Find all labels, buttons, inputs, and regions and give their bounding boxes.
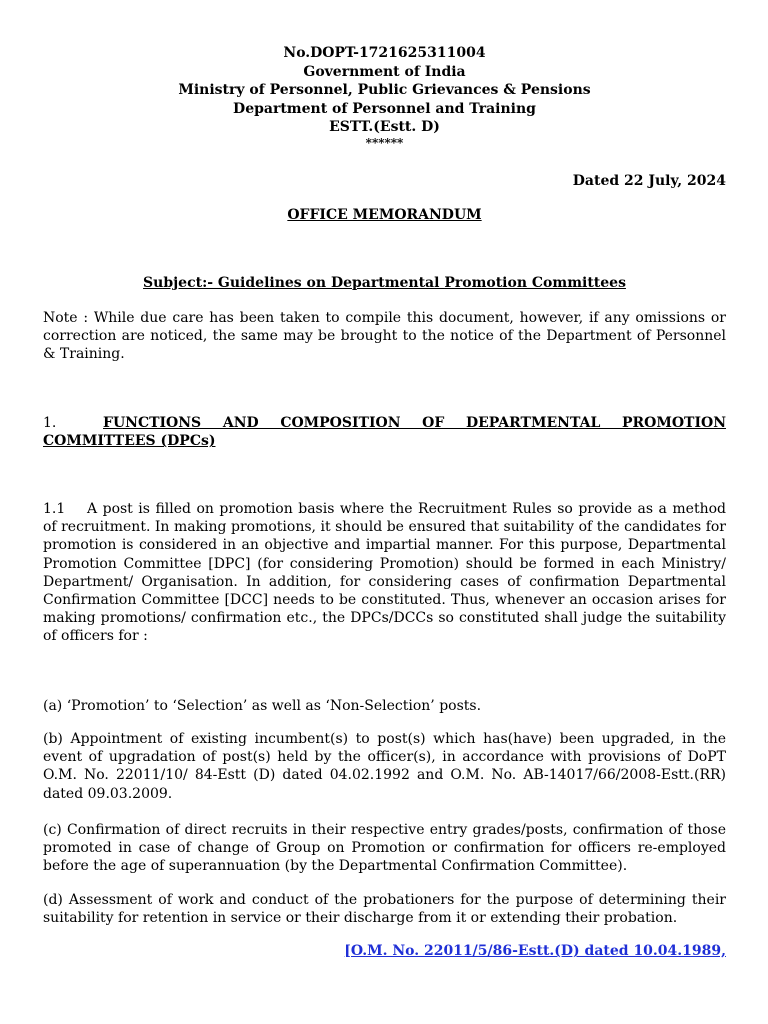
department-name: Department of Personnel and Training (233, 100, 536, 117)
document-number: No.DOPT-1721625311004 (283, 45, 486, 61)
government-name: Government of India (303, 63, 466, 80)
list-item-b: (b) Appointment of existing incumbent(s) to post(s) which has(have) been upgraded, in the event of upgradation of post(s) held by the officer(s), in accordance with provisions of DoPT O.M. No. 22011/10/ 84-Estt (D) dated 04.02.1992 and O.M. No. AB-14017/66/2008-Estt.(RR) dated 09.03.2009. (43, 731, 726, 802)
section-number: 1. (43, 415, 57, 431)
list-item-d: (d) Assessment of work and conduct of the probationers for the purpose of determining their suitability for retention in service or their discharge from it or extending their probation. (43, 892, 726, 927)
paragraph-1-1 (43, 500, 726, 646)
section-title: FUNCTIONS AND COMPOSITION OF DEPARTMENTAL PROMOTION COMMITTEES (DPCs) (43, 415, 726, 450)
subject-line: Subject:- Guidelines on Departmental Promotion Committees (143, 275, 626, 291)
section-1-heading (43, 414, 726, 450)
date-line: Dated 22 July, 2024 (572, 173, 726, 189)
list-item-a: (a) ‘Promotion’ to ‘Selection’ as well as ‘Non-Selection’ posts. (43, 698, 482, 714)
note-paragraph: Note : While due care has been taken to compile this document, however, if any omissions or correction are noticed, the same may be brought to the notice of the Department of Personnel & Training. (43, 310, 726, 363)
paragraph-number: 1.1 (43, 501, 66, 517)
paragraph-text: A post is filled on promotion basis where the Recruitment Rules so provide as a method of recruitment. In making promotions, it should be ensured that suitability of the candidates for promotion is considered in an objective and impartial manner. For this purpose, Departmental Promotion Committee [DPC] (for considering Promotion) should be formed in each Ministry/ Department/ Organisation. In addition, for considering cases of confirmation Departmental Confirmation Committee [DCC] needs to be constituted. Thus, whenever an occasion arises for making promotions/ confirmation etc., the DPCs/DCCs so constituted shall judge the suitability of officers for : (43, 501, 726, 645)
section-name: ESTT.(Estt. D) (329, 119, 440, 135)
memo-title: OFFICE MEMORANDUM (287, 207, 482, 223)
letterhead (43, 44, 726, 149)
list-item-c: (c) Confirmation of direct recruits in their respective entry grades/posts, confirmation of those promoted in case of change of Group on Promotion or confirmation for officers re-employed before the age of superannuation (by the Departmental Confirmation Committee). (43, 822, 726, 875)
ministry-name: Ministry of Personnel, Public Grievances & Pensions (178, 82, 591, 98)
reference-link[interactable]: [O.M. No. 22011/5/86-Estt.(D) dated 10.04.1989, (344, 943, 726, 959)
header-separator: ****** (365, 135, 404, 150)
